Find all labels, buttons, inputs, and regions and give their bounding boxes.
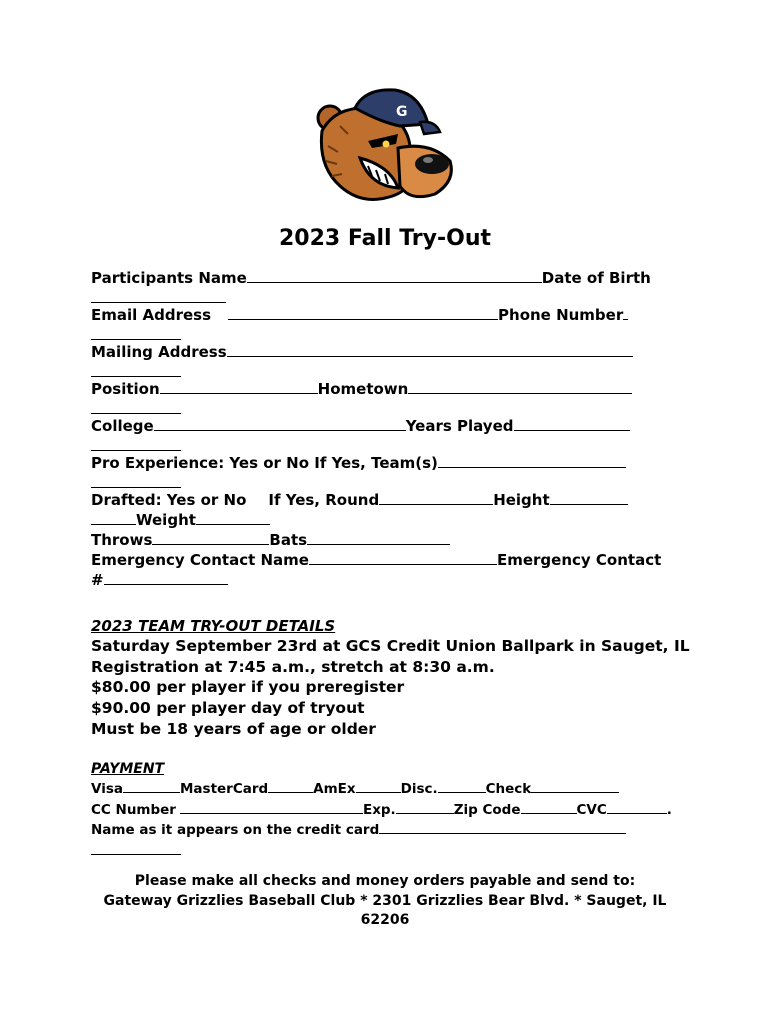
cc-number-field[interactable]	[180, 800, 363, 814]
name-on-card-field[interactable]	[379, 820, 626, 834]
weight-row	[91, 510, 676, 530]
footer-line-1: Please make all checks and money orders payable and send to:	[134, 873, 636, 889]
emergency-contact-number-field[interactable]	[104, 570, 228, 585]
hometown-continuation	[91, 399, 676, 416]
disc-label: Disc.	[400, 781, 438, 797]
email-row	[91, 305, 676, 325]
bats-field[interactable]	[307, 530, 450, 545]
mailing-address-field[interactable]	[227, 342, 633, 357]
cvc-period: .	[666, 801, 672, 818]
cc-row	[91, 800, 691, 821]
logo-cap-letter: G	[396, 104, 408, 120]
date-of-birth-label: Date of Birth	[541, 269, 651, 287]
college-field[interactable]	[154, 416, 406, 431]
height-label: Height	[493, 491, 550, 509]
payment-methods-row	[91, 779, 691, 800]
payment-section	[91, 760, 691, 858]
round-field[interactable]	[379, 490, 493, 505]
years-played-field[interactable]	[514, 416, 630, 431]
bats-label: Bats	[269, 531, 308, 549]
participants-name-field[interactable]	[247, 268, 542, 283]
check-field[interactable]	[531, 779, 619, 793]
height-field[interactable]	[550, 490, 628, 505]
cvc-label: CVC	[576, 801, 607, 818]
cc-number-label: CC Number	[91, 801, 176, 818]
email-address-field[interactable]	[228, 305, 498, 320]
name-on-card-row	[91, 820, 691, 841]
disc-field[interactable]	[438, 779, 486, 793]
zip-code-field[interactable]	[521, 800, 577, 814]
details-line-age: Must be 18 years of age or older	[91, 719, 376, 738]
exp-label: Exp.	[362, 801, 396, 818]
amex-label: AmEx	[313, 781, 356, 797]
hometown-field-2[interactable]	[91, 399, 181, 414]
years-played-label: Years Played	[405, 417, 514, 435]
details-line-preregister-price: $80.00 per player if you preregister	[91, 678, 405, 697]
mailing-row	[91, 342, 676, 362]
check-label: Check	[485, 781, 532, 797]
hometown-label: Hometown	[317, 380, 409, 398]
mastercard-field[interactable]	[268, 779, 313, 793]
weight-label: Weight	[136, 511, 196, 529]
details-line-date: Saturday September 23rd at GCS Credit Union Ballpark in Sauget, IL	[91, 637, 690, 655]
name-on-card-field-2[interactable]	[91, 841, 181, 855]
pro-experience-field-2[interactable]	[91, 473, 181, 488]
details-line-registration: Registration at 7:45 a.m., stretch at 8:30 a.m.	[91, 657, 495, 676]
visa-label: Visa	[91, 781, 123, 797]
mailing-continuation	[91, 362, 676, 379]
throws-label: Throws	[91, 531, 153, 549]
date-of-birth-field[interactable]	[91, 288, 226, 303]
drafted-label: Drafted: Yes or No	[91, 491, 247, 509]
participants-name-label: Participants Name	[91, 269, 247, 287]
drafted-row	[91, 490, 676, 510]
footer-line-2: Gateway Grizzlies Baseball Club * 2301 Grizzlies Bear Blvd. * Sauget, IL	[103, 892, 667, 909]
weight-field[interactable]	[196, 510, 270, 525]
hometown-field[interactable]	[408, 379, 632, 394]
emergency-contact-name-label: Emergency Contact Name	[91, 551, 309, 569]
position-label: Position	[91, 380, 160, 398]
zip-code-label: Zip Code	[453, 801, 521, 818]
name-on-card-continuation	[91, 841, 691, 858]
details-heading: 2023 TEAM TRY-OUT DETAILS	[91, 617, 336, 635]
mailing-address-label: Mailing Address	[91, 343, 227, 361]
mastercard-label: MasterCard	[179, 781, 269, 797]
details-line-dayof-price: $90.00 per player day of tryout	[91, 699, 365, 718]
form-title: 2023 Fall Try-Out	[278, 226, 491, 251]
footer-line-3: 62206	[360, 912, 410, 928]
throws-field[interactable]	[152, 530, 269, 545]
dob-continuation	[91, 288, 676, 305]
throws-row	[91, 530, 676, 550]
visa-field[interactable]	[123, 779, 180, 793]
grizzlies-logo	[310, 86, 460, 211]
position-row	[91, 379, 676, 399]
emergency-contact-name-field[interactable]	[309, 550, 497, 565]
emergency-contact-number-label: Emergency Contact	[496, 551, 662, 569]
payment-heading: PAYMENT	[91, 761, 165, 777]
height-field-2[interactable]	[91, 510, 136, 525]
emergency-row	[91, 550, 676, 570]
position-field[interactable]	[160, 379, 318, 394]
years-continuation	[91, 436, 676, 453]
mailing-address-field-2[interactable]	[91, 362, 181, 377]
amex-field[interactable]	[356, 779, 401, 793]
years-played-field-2[interactable]	[91, 436, 181, 451]
emergency-number-row	[91, 570, 676, 590]
college-row	[91, 416, 676, 436]
exp-field[interactable]	[396, 800, 454, 814]
participants-row	[91, 268, 676, 288]
if-yes-round-label: If Yes, Round	[268, 491, 380, 509]
phone-number-field-start[interactable]	[623, 305, 628, 320]
phone-continuation	[91, 325, 676, 342]
pro-continuation	[91, 473, 676, 490]
email-address-label: Email Address	[91, 306, 212, 324]
name-on-card-label: Name as it appears on the credit card	[91, 822, 380, 838]
phone-number-field[interactable]	[91, 325, 181, 340]
pro-experience-row	[91, 453, 676, 473]
pro-experience-field[interactable]	[438, 453, 626, 468]
hash-label: #	[91, 571, 104, 589]
pro-experience-label: Pro Experience: Yes or No If Yes, Team(s)	[91, 454, 438, 472]
cvc-field[interactable]	[607, 800, 667, 814]
phone-number-label: Phone Number	[498, 306, 624, 324]
mailing-instructions	[0, 872, 770, 931]
tryout-details	[91, 616, 691, 740]
college-label: College	[91, 417, 154, 435]
form-fields	[91, 268, 676, 590]
